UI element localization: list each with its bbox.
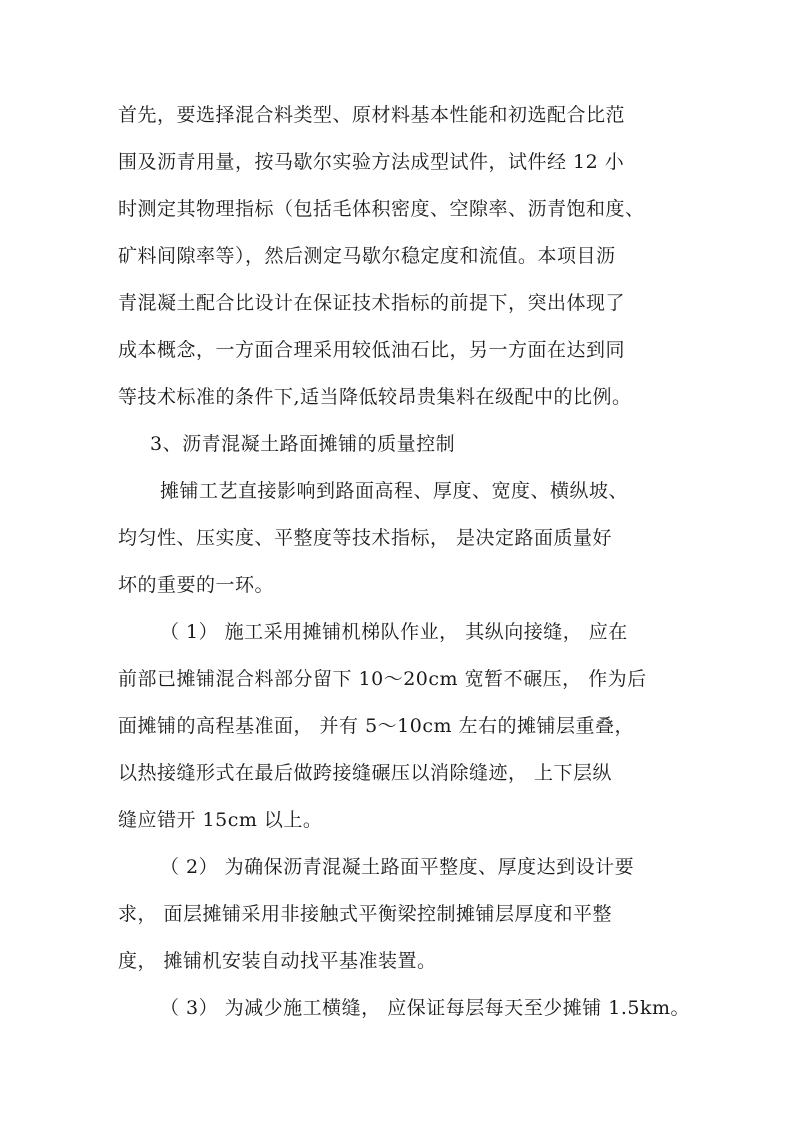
text-line: 矿料间隙率等），然后测定马歇尔稳定度和流值。本项目沥: [118, 245, 616, 267]
text-line: 首先，要选择混合料类型、原材料基本性能和初选配合比范: [118, 104, 626, 126]
text-line: 度， 摊铺机安装自动找平基准装置。: [118, 950, 437, 972]
text-line: 求， 面层摊铺采用非接触式平衡梁控制摊铺层厚度和平整: [118, 903, 613, 925]
text-line: 以热接缝形式在最后做跨接缝碾压以消除缝迹， 上下层纵: [118, 762, 613, 784]
text-line: （ 2） 为确保沥青混凝土路面平整度、厚度达到设计要: [160, 856, 635, 878]
text-line: 青混凝土配合比设计在保证技术指标的前提下，突出体现了: [118, 292, 626, 314]
text-line: 摊铺工艺直接影响到路面高程、厚度、宽度、横纵坡、: [160, 480, 629, 502]
text-line: 围及沥青用量，按马歇尔实验方法成型试件，试件经 12 小: [118, 151, 625, 173]
section-heading: 3、沥青混凝土路面摊铺的质量控制: [150, 433, 456, 455]
text-line: 等技术标准的条件下,适当降低较昂贵集料在级配中的比例。: [118, 386, 632, 408]
text-line: （ 3） 为减少施工横缝， 应保证每层每天至少摊铺 1.5km。: [160, 997, 690, 1019]
text-line: 成本概念，一方面合理采用较低油石比，另一方面在达到同: [118, 339, 626, 361]
text-line: 时测定其物理指标（包括毛体积密度、空隙率、沥青饱和度、: [118, 198, 645, 220]
text-line: 坏的重要的一环。: [118, 574, 275, 596]
text-line: 面摊铺的高程基准面， 并有 5～10cm 左右的摊铺层重叠，: [118, 715, 635, 737]
text-line: 前部已摊铺混合料部分留下 10～20cm 宽暂不碾压， 作为后: [118, 668, 647, 690]
text-line: 缝应错开 15cm 以上。: [118, 809, 323, 831]
text-line: （ 1） 施工采用摊铺机梯队作业， 其纵向接缝， 应在: [160, 621, 628, 643]
text-line: 均匀性、压实度、平整度等技术指标， 是决定路面质量好: [118, 527, 613, 549]
